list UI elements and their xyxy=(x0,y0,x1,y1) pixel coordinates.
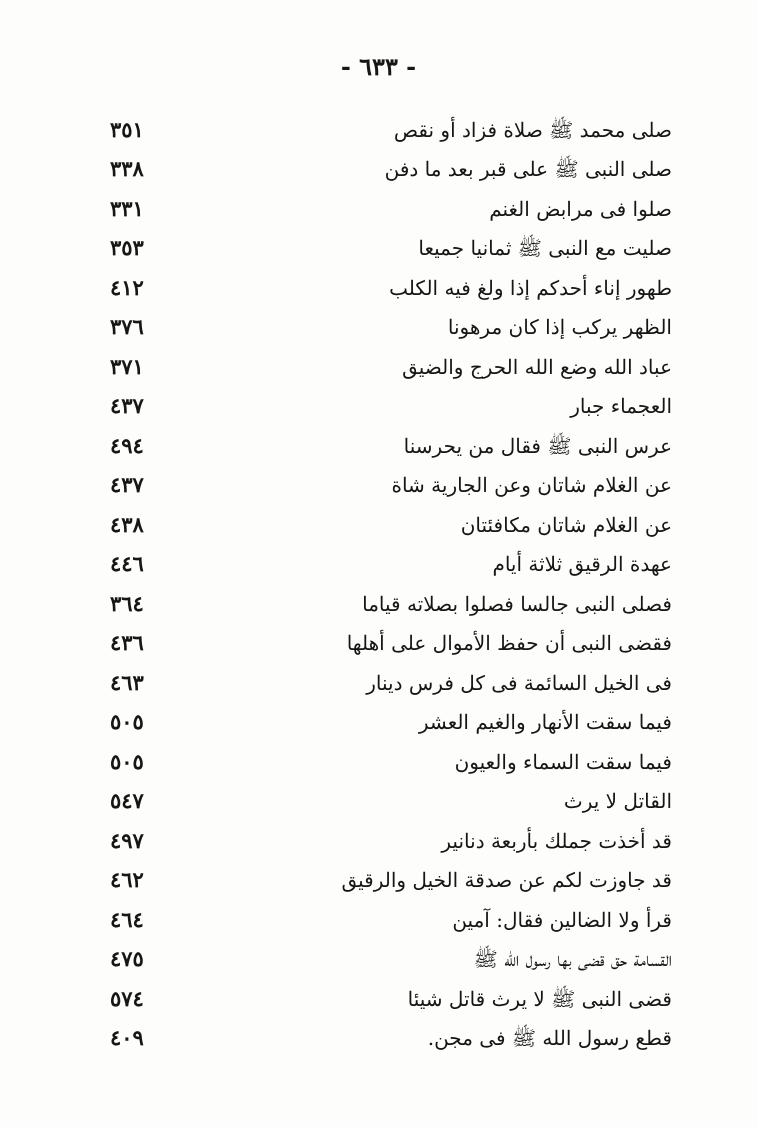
page-reference: ٤٣٨ xyxy=(110,511,144,537)
entry-text: الظهر يركب إذا كان مرهونا xyxy=(447,315,672,340)
entry-text: فى الخيل السائمة فى كل فرس دينار xyxy=(366,670,672,695)
page-reference: ٤٠٩ xyxy=(110,1025,144,1051)
index-row xyxy=(0,703,757,743)
entry-text: قضى النبى ﷺ لا يرث قاتل شيئا xyxy=(407,986,672,1011)
page-reference: ٤٧٥ xyxy=(110,946,144,972)
entry-text: قد أخذت جملك بأربعة دنانير xyxy=(441,828,672,853)
entry-text: صلوا فى مرابض الغنم xyxy=(489,196,672,221)
entry-text: فيما سقت الأنهار والغيم العشر xyxy=(418,710,672,735)
entry-text: صليت مع النبى ﷺ ثمانيا جميعا xyxy=(418,236,672,261)
entry-text: عن الغلام شاتان مكافئتان xyxy=(460,512,672,537)
index-row xyxy=(0,742,757,782)
page-reference: ٥٧٤ xyxy=(110,985,144,1011)
page-reference: ٥٤٧ xyxy=(110,788,144,814)
entry-text: فيما سقت السماء والعيون xyxy=(454,749,672,774)
index-row xyxy=(0,426,757,466)
entry-text: فصلى النبى جالسا فصلوا بصلاته قياما xyxy=(362,591,672,616)
page-reference: ٣٣٨ xyxy=(110,156,144,182)
entry-text: القسامة حق قضى بها رسول الله ﷺ xyxy=(473,947,672,972)
page-reference: ٤٣٧ xyxy=(110,472,144,498)
index-row xyxy=(0,308,757,348)
page-reference: ٥٠٥ xyxy=(110,709,144,735)
index-row xyxy=(0,110,757,150)
page-reference: ٣٥٣ xyxy=(110,235,144,261)
page-reference: ٤١٢ xyxy=(110,274,144,300)
index-row xyxy=(0,387,757,427)
index-row xyxy=(0,466,757,506)
entry-text: قطع رسول الله ﷺ فى مجن. xyxy=(427,1026,672,1051)
page-reference: ٤٤٦ xyxy=(110,551,144,577)
index-row xyxy=(0,150,757,190)
index-row xyxy=(0,545,757,585)
index-row xyxy=(0,268,757,308)
entry-text: العجماء جبار xyxy=(570,394,672,419)
entry-text: عهدة الرقيق ثلاثة أيام xyxy=(492,552,672,577)
page-reference: ٥٠٥ xyxy=(110,748,144,774)
index-row xyxy=(0,347,757,387)
page-reference: ٣٣١ xyxy=(110,195,144,221)
page-reference: ٣٥١ xyxy=(110,116,144,142)
entry-text: القاتل لا يرث xyxy=(563,789,672,814)
index-row xyxy=(0,505,757,545)
index-row xyxy=(0,584,757,624)
entry-text: طهور إناء أحدكم إذا ولغ فيه الكلب xyxy=(389,275,672,300)
page-reference: ٤٣٧ xyxy=(110,393,144,419)
index-row xyxy=(0,782,757,822)
page-reference: ٤٩٧ xyxy=(110,827,144,853)
index-row xyxy=(0,861,757,901)
entry-text: عن الغلام شاتان وعن الجارية شاة xyxy=(391,473,672,498)
page-reference: ٣٦٤ xyxy=(110,590,144,616)
page-reference: ٤٦٤ xyxy=(110,906,144,932)
entry-text: عرس النبى ﷺ فقال من يحرسنا xyxy=(403,433,672,458)
page-reference: ٣٧١ xyxy=(110,353,144,379)
index-row xyxy=(0,624,757,664)
entry-text: قد جاوزت لكم عن صدقة الخيل والرقيق xyxy=(341,868,672,893)
index-row xyxy=(0,979,757,1019)
page-number: - ٦٣٣ - xyxy=(340,52,417,81)
entry-text: فقضى النبى أن حفظ الأموال على أهلها xyxy=(346,631,672,656)
hadith-index-list xyxy=(0,110,757,1058)
index-row xyxy=(0,821,757,861)
index-row xyxy=(0,189,757,229)
index-row xyxy=(0,900,757,940)
page-reference: ٤٣٦ xyxy=(110,630,144,656)
page-reference: ٤٩٤ xyxy=(110,432,144,458)
index-row xyxy=(0,229,757,269)
entry-text: عباد الله وضع الله الحرج والضيق xyxy=(402,354,672,379)
index-row xyxy=(0,1019,757,1059)
entry-text: صلى محمد ﷺ صلاة فزاد أو نقص xyxy=(393,117,672,142)
index-row xyxy=(0,940,757,980)
entry-text: صلى النبى ﷺ على قبر بعد ما دفن xyxy=(384,157,672,182)
index-row xyxy=(0,663,757,703)
entry-text: قرأ ولا الضالين فقال: آمين xyxy=(452,907,672,932)
page-reference: ٣٧٦ xyxy=(110,314,144,340)
page-reference: ٤٦٢ xyxy=(110,867,144,893)
page-reference: ٤٦٣ xyxy=(110,669,144,695)
